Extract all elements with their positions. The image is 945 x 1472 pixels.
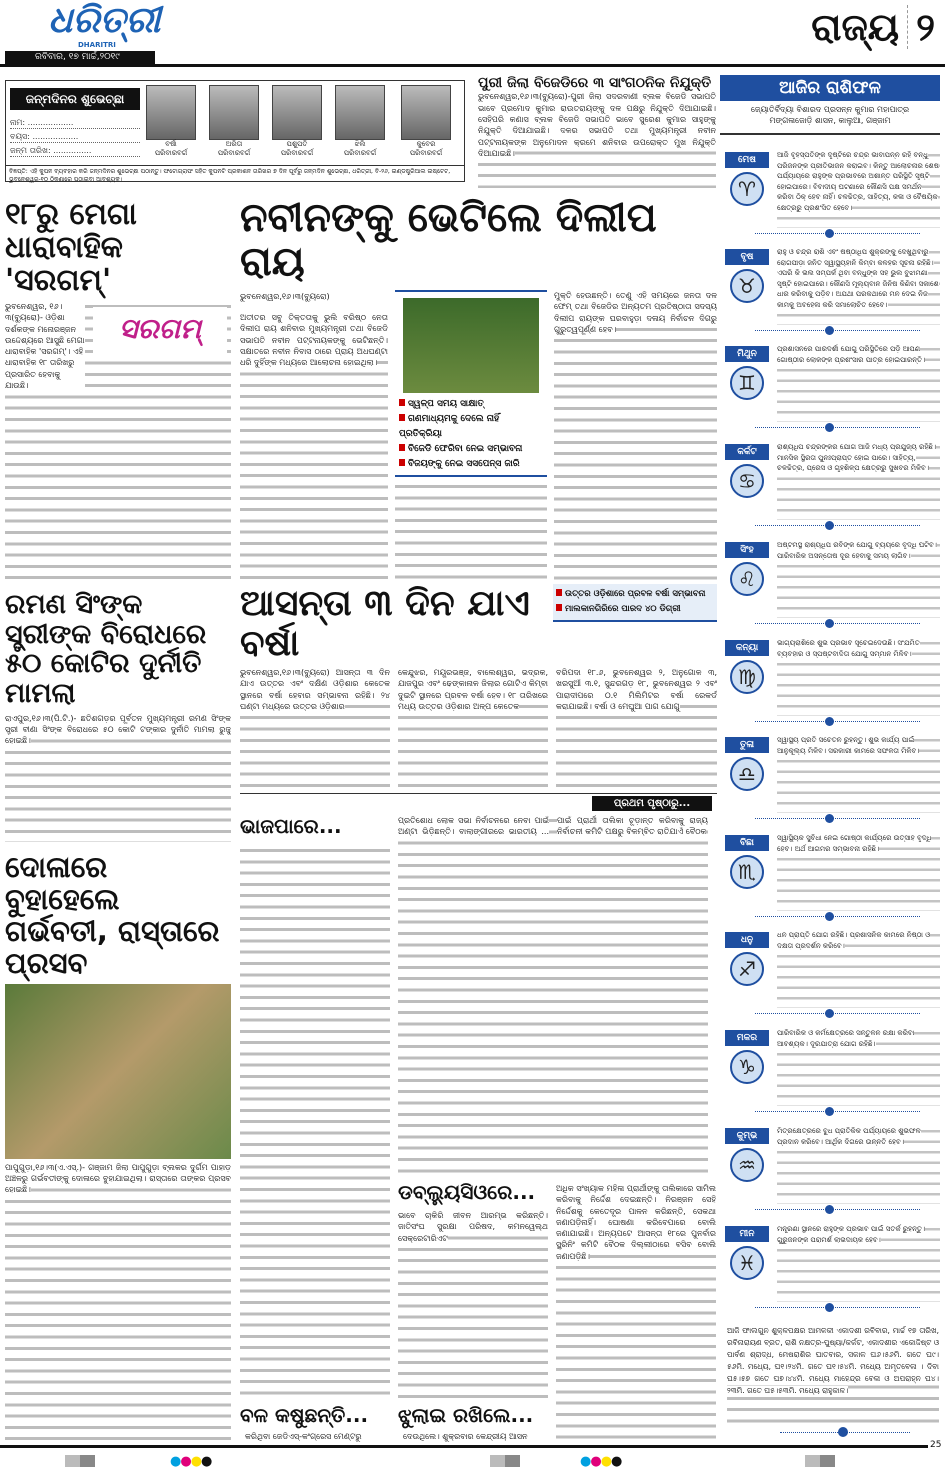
rain-headline: ଆସନ୍ତା ୩ ଦିନ ଯାଏ ବର୍ଷା (240, 583, 530, 664)
zodiac-prediction-text: ଭାଗ୍ୟରାଶିରେ ଶୁଭ ପ୍ରଭାବ ସୂଚେଇଦେଉଛି। ସଂଯମିତ ବ୍ୟବହାର ଓ ସ୍ପଷ୍ଟବାଦିତା ଯୋଗୁ ସମ୍ମାନ ମିଳିବ। (777, 639, 920, 658)
zodiac-sign-block (725, 1026, 940, 1118)
person-name: ଅରିତା (225, 140, 243, 148)
sargam-body-area (5, 297, 231, 583)
section-header (811, 5, 935, 49)
zodiac-prediction (777, 247, 940, 325)
zodiac-prediction-text: ରାଶ୍ୟଧିପ ଚନ୍ଦ୍ରଙ୍କର ଯୋଗ ଆଜି ମଧ୍ୟ ପ୍ରଯୁଜ୍ୟ ରହିଛି। ମାନସିକ ସ୍ଥିରତା ପୁନଃପ୍ରାପ୍ତ ହୋଇ ପାରେ। ସାହିତ୍ୟ, ଚଳଚ୍ଚିତ୍ର, ପ୍ରେସ ଓ ଗୃହଶିଳ୍ପ କ୍ଷେତ୍ରରୁ ସୁଖବର ମିଳିବ। (777, 443, 936, 472)
right-cont-body (556, 1183, 716, 1441)
bjp-cont-title: ଭାଜପାରେ... (240, 814, 342, 838)
zodiac-prediction (777, 344, 940, 422)
divider (755, 818, 920, 819)
divider (755, 330, 920, 331)
divider (755, 1111, 920, 1112)
registration-mark (490, 1455, 520, 1467)
person-photo (335, 85, 385, 140)
zodiac-symbol-icon: ♊ (730, 366, 764, 400)
divider (755, 233, 920, 234)
astrologer-name: ଜ୍ୟୋତିର୍ବିଦ୍ୟା ବିଶାରଦ ପ୍ରସନ୍ନ କୁମାର ମହାପାତ୍ର (750, 105, 910, 114)
zodiac-prediction-text: ପ୍ରଶାସନରେ ପାରଦର୍ଶୀ ଯୋଗୁ ପରିସ୍ଥିତିରେ ପଡ଼ି ଆପଣ ଗୋଷ୍ଠୀର ଲୋକଙ୍କ ପ୍ରଶଂସାର ପାତ୍ର ହୋଇପାରନ୍ତି। (777, 345, 926, 364)
divider (755, 1307, 920, 1308)
jhula-cont-text: ଦେଉଥିଲେ। ଶୁକ୍ରବାର କେନ୍ଦ୍ରୀୟ ଆସନ (403, 1432, 528, 1441)
jhula-cont-title: ଝୁଲାଇ ରଖିଲେ... (398, 1403, 534, 1427)
main-col1 (240, 312, 388, 582)
zodiac-sign-block (725, 538, 940, 630)
divider (755, 525, 920, 526)
divider-dot-icon (825, 1303, 834, 1312)
divider (720, 133, 940, 135)
zodiac-sign-block (725, 733, 940, 825)
divider (755, 427, 920, 428)
newspaper-logo: ଧରିତ୍ରୀ (48, 0, 161, 41)
header-rule (0, 64, 945, 67)
zodiac-prediction (777, 638, 940, 716)
person-name: ଝିଲି (354, 140, 366, 148)
raman-headline: ରମଣ ସିଂଙ୍କ ସ୍ତ୍ରୀଙ୍କ ବିରୋଧରେ ୫୦ କୋଟିର ଦୁର୍ନୀତି ମାମଲା (5, 589, 207, 710)
zodiac-prediction-text: ସ୍ୱାସ୍ଥ୍ୟ ପ୍ରତି ସଚେତନ ରୁହନ୍ତୁ। ଶୁଭ କାର୍ଯ୍ୟ ପାଇଁ ଆନୁକୂଲ୍ୟ ମିଳିବ। ସରକାରୀ କାମରେ ସଫଳତା ମିଳିବ। (777, 736, 920, 755)
puri-story (478, 76, 716, 188)
astrologer-address: ମଙ୍ଗଳାଜୋଡ଼ି ଶାସନ, କାଲୁଆ, ଗଞ୍ଜାମ (769, 116, 891, 125)
newspaper-logo-english: DHARITRI (78, 41, 116, 49)
zodiac-symbol-icon: ♌ (730, 562, 764, 596)
main-middle (395, 290, 547, 582)
zodiac-prediction-text: ଅଷ୍ଟମସ୍ଥ ରାଶ୍ୟଧିପ ରବିଙ୍କ ଯୋଗୁ ବ୍ୟୟରେ ବୃଦ୍ଧି ଘଟିବ। ପାରିବାରିକ ଅସନ୍ତୋଷ ଦୂର ହେବାକୁ ସମୟ ଲାଗିବ। (777, 541, 937, 560)
birthday-title: ଜନ୍ମଦିନର ଶୁଭେଚ୍ଛା (10, 88, 140, 110)
main-col1b (395, 481, 547, 582)
zodiac-prediction-text: ରାହୁ ଓ ଚନ୍ଦ୍ର ରାଶି ଏବଂ ଷଷ୍ଠାଧିପ ଶୁକ୍ରଙ୍କୁ ଦେଖୁଥିବାରୁ ରୋଗପୀଡ଼ା ଜନିତ ସ୍ୱାସ୍ଥ୍ୟହାନି କିମ୍ବା କଳହର ସୂଚନା ରହିଛି। ଏପରି କି ଭଲ ସମ୍ପର୍କ ଥିବା ବନ୍ଧୁଙ୍କ ସହ ଭୁଲ ବୁଝାମଣା ସୃଷ୍ଟି ହୋଇପାରେ। କୌଣସି ମୂଲ୍ୟବାନ ଜିନିଷ କିଣିବା ସକାଶେ ଧାର କରିବାକୁ ପଡ଼ିବ। ଅଯଥା ପରକଥାରେ ମନ ଦେଇ ନିଜ କାମକୁ ଅବହେଳା କରି ସମାଲୋଚିତ ହେବେ। (777, 248, 939, 309)
zodiac-symbol-icon: ♑ (730, 1050, 764, 1084)
name-field: ନାମ: .................. (10, 117, 140, 129)
birthday-person (209, 85, 259, 158)
zodiac-label: କନ୍ୟା (725, 640, 769, 656)
bullet-text: ବିଜୟଙ୍କୁ ନେଇ ସସପେନ୍ସ ଜାରି (408, 459, 520, 469)
divider-dot-icon (825, 814, 834, 823)
zodiac-prediction-text: ସ୍ୱାସ୍ଥ୍ୟିକ ସୁବିଧା ନେଇ ଗୋଷ୍ଠୀ କାର୍ଯ୍ୟରେ ଉତ୍ସାହ ବୃଦ୍ଧି ହେବ। ଅର୍ଥ ଆଗମର ସମ୍ଭାବନା ରହିଛି। (777, 834, 932, 853)
divider-dot-icon (825, 717, 834, 726)
dola-photo (5, 984, 231, 1159)
birthday-person (335, 85, 385, 158)
bjp-cont-text: ପ୍ରତିଶୋଧ ଲୋକ ସଭା ନିର୍ବାଚନରେ ନେବା ପାଇଁ ଅଣ୍ଟା ଭିଡ଼ିଛନ୍ତି। ବାଲାଙ୍ଗୀରରେ ଭାରତୀୟ ... ପାଇଁ ପ୍ରାର୍ଥୀ ତାଲିକା ଚୂଡ଼ାନ୍ତ କରିବାକୁ ରାଜ୍ୟ ନିର୍ବାଚନୀ କମିଟି ପକ୍ଷରୁ ବିଳମ୍ବିତ ରାତିଯାଏଁ ବୈଠକ (398, 816, 708, 837)
zodiac-label: ଧନୁ (725, 932, 769, 948)
wco-cont-text: ଭାବେ ଚାକିରି ଜୀବନ ଆରମ୍ଭ କରିଛନ୍ତି। ଜାତିସଂଘ ସୁରକ୍ଷା ପରିଷଦ, କମନୱେଲ୍ଥ ସେକ୍ରେଟାରିଏଟ (398, 1211, 548, 1243)
rain-col3 (556, 667, 717, 789)
rain-col2-text: କେନ୍ଦୁଝର, ମୟୂରଭଞ୍ଜ, ବାଲେଶ୍ୱର, ଭଦ୍ରକ, ଯାଜପୁର ଏବଂ ଢେଙ୍କାନାଳ ଜିଲାର ଗୋଟିଏ କିମ୍ବା ଦୁଇଟି ସ୍ଥାନରେ ପ୍ରବଳ ବର୍ଷା ହେବ। ୧୮ ତାରିଖରେ ମଧ୍ୟ ଉତ୍ତର ଓଡ଼ିଶାର ଅଳ୍ପ କେତେକ (398, 668, 548, 712)
registration-mark (805, 1455, 835, 1467)
raman-body-text: ରାଏପୁର,୧୬।୩(ପି.ଟି.)- ଛତିଶଗଡ଼ର ପୂର୍ବତନ ମୁଖ୍ୟମନ୍ତ୍ରୀ ରମଣ ସିଂଙ୍କ ସ୍ତ୍ରୀ ବୀଣା ସିଂଙ୍କ ବିରୋଧରେ ୫୦ କୋଟି ଟଙ୍କାର ଦୁର୍ନୀତି ମାମଲା ରୁଜୁ ହୋଇଛି। (5, 713, 231, 746)
page-number: 25 (930, 1440, 942, 1450)
person-photo (146, 85, 196, 140)
divider-dot-icon (825, 1205, 834, 1214)
rain-col1-text: ଭୁବନେଶ୍ୱର,୧୬।୩(ବ୍ୟୁରୋ) ଆସନ୍ତା ୩ ଦିନ ଯାଏ ଉତ୍ତର ଏବଂ ଦକ୍ଷିଣ ଓଡ଼ିଶାର କେତେକ ସ୍ଥାନରେ ବର୍ଷା ହେବାର ସମ୍ଭାବନା ରହିଛି। ୨୪ ଘଣ୍ଟା ମଧ୍ୟରେ ଉତ୍ତର ଓଡ଼ିଶାର (240, 668, 390, 712)
registration-mark (65, 1455, 95, 1467)
dob-field: ଜନ୍ମ ତାରିଖ: ............... (10, 145, 140, 157)
bullet-text: ବିଜେଡି ଫେରିବା ନେଇ ସମ୍ଭାବନା (408, 444, 523, 454)
zodiac-label: ବୃଷ (725, 249, 769, 265)
bullet-text: ଗଣମାଧ୍ୟମକୁ ଦେଲେ ନାହିଁ ପ୍ରତିକ୍ରିୟା (399, 414, 500, 439)
zodiac-prediction-text: ମିତ୍ରକ୍ଷେତ୍ରରେ ବୁଧ ପ୍ରାତିକିକ ପର୍ଯ୍ୟାୟରେ ଶୁଭଫଳ ପ୍ରଦାନ କରିବେ। ଆର୍ଥିକ ଦିଗରେ ଉନ୍ନତି ହେବ। (777, 1127, 921, 1146)
zodiac-symbol-icon: ♍ (730, 660, 764, 694)
zodiac-label: ମେଷ (725, 152, 769, 168)
zodiac-label: ମକର (725, 1030, 769, 1046)
person-from: ପରିବାରବର୍ଗ (154, 149, 188, 157)
person-name: ପଶୁପତି (286, 140, 308, 148)
zodiac-symbol-icon: ♏ (730, 855, 764, 889)
bullet-item (399, 397, 543, 412)
issue-date: ରବିବାର, ୧୭ ମାର୍ଚ୍ଚ,୨୦୧୯ (5, 51, 155, 64)
birthday-person (401, 85, 451, 158)
zodiac-prediction (777, 735, 940, 813)
cmyk-mark: ●●●● (580, 1454, 622, 1469)
rain-story (240, 584, 717, 789)
bullet-text: ସ୍ୱଳ୍ପ ସମୟ ସାକ୍ଷାତ୍ (408, 399, 484, 409)
zodiac-sign-block (725, 440, 940, 532)
bullet-item (556, 602, 714, 617)
birthday-wishes-box (5, 80, 465, 182)
zodiac-symbol-icon: ♋ (730, 464, 764, 498)
rashifal-byline (720, 104, 940, 126)
zodiac-prediction (777, 540, 940, 618)
birthday-person (272, 85, 322, 158)
main-col1-text: ଅତୀତର ସବୁ ତିକ୍ତତାକୁ ଭୁଲି ବରିଷ୍ଠ ନେତା ଦିଲୀପ ରାୟ ଶନିବାର ମୁଖ୍ୟମନ୍ତ୍ରୀ ତଥା ବିଜେଡି ସଭାପତି ନବୀନ ପଟ୍ଟନାୟକଙ୍କୁ ଭେଟିଛନ୍ତି। ସକ୍ଷାତରେ ନବୀନ ନିବାସ ଠାରେ ପ୍ରାୟ ଅଧଘଣ୍ଟା ଧରି ଦୁହିଁଙ୍କ ମଧ୍ୟରେ ଆଲୋଚନା ହୋଇଥିଲା। (240, 313, 388, 368)
divider-dot-icon (825, 1107, 834, 1116)
dilip-ray-photo (403, 298, 539, 393)
zodiac-label: କୁମ୍ଭ (725, 1128, 769, 1144)
rain-top (240, 584, 717, 663)
zodiac-sign-block (725, 1222, 940, 1314)
birthday-note: ବିଜ୍ଞପ୍ତି: ଏହି କୁପନ ବ୍ୟବହାର କରି ଜନ୍ମଦିନର ଶୁଭେଚ୍ଛା ପଠାନ୍ତୁ। ଫଟୋଗ୍ରାଫ ସହିତ କୁପନଟି ପ୍ରକାଶନ ତାରିଖର ୭ ଦିନ ପୂର୍ବରୁ ଜନ୍ମଦିନ ଶୁଭେଚ୍ଛା, ଧରିତ୍ରୀ, ବି-୨୬, ଇଣ୍ଡଷ୍ଟ୍ରିଆଲ ଇଷ୍ଟେଟ, ଭୁବନେଶ୍ୱର-୧୦ ଠିକଣାରେ ପଠାଇବା ଆବଶ୍ୟକ। (6, 165, 464, 186)
rain-bullets (553, 584, 717, 622)
divider-dot-icon (825, 912, 834, 921)
divider-dot-icon (825, 423, 834, 432)
divider (755, 721, 920, 722)
bjp-cont-body (398, 815, 708, 1177)
zodiac-label: ତୁଳା (725, 737, 769, 753)
divider-dot-icon (825, 619, 834, 628)
divider (755, 916, 920, 917)
divider-dot-icon (838, 1427, 848, 1437)
person-from: ପରିବାରବର୍ଗ (280, 149, 314, 157)
dola-body (5, 1162, 231, 1444)
divider-dot-icon (825, 521, 834, 530)
zodiac-symbol-icon: ♓ (730, 1246, 764, 1280)
cmyk-mark: ●●●● (170, 1454, 212, 1469)
zodiac-prediction (777, 442, 940, 520)
zodiac-prediction (777, 1126, 940, 1204)
right-cont-text: ଅଧିକ ସଂଖ୍ୟାକ ମହିଳା ପ୍ରାର୍ଥୀଙ୍କୁ ତାଲିକାରେ ସାମିଲ କରିବାକୁ ନିର୍ଦ୍ଦେଶ ଦେଇଛନ୍ତି। ନିରଞ୍ଜନ ସେହି ନିର୍ଦ୍ଦେଶକୁ କେତେଦୂର ପାଳନ କରିଛନ୍ତି, ସେକଥା ଜଣାପଡ଼ିନାହିଁ। ଘୋଷଣା କରିବେପାରେ ବୋଲି ଜଣାଯାଇଛି। ଅନ୍ୟପଟେ ଆସନ୍ତା ୧୮ରେ ପୁନର୍ବାର ସ୍କ୍ରିନିଂ କମିଟି ବୈଠକ ଦିଲ୍ଲୀଠାରେ ବସିବ ବୋଲି ଜଣାପଡ଼ିଛି। (556, 1184, 716, 1261)
rain-col2 (398, 667, 548, 789)
sargam-story (5, 198, 231, 583)
divider (755, 1013, 920, 1014)
main-col1-wrap (240, 290, 388, 582)
dola-headline: ଦୋଳାରେ ବୁହାହେଲେ ଗର୍ଭବତୀ, ରାସ୍ତାରେ ପ୍ରସବ (5, 850, 220, 980)
bullet-text: ମାଲକାନଗିରିରେ ପାରଦ ୪୦ ଡିଗ୍ରୀ (565, 604, 681, 614)
section-title: ରାଜ୍ୟ (811, 5, 900, 49)
raman-story (5, 590, 231, 842)
person-from: ପରିବାରବର୍ଗ (217, 149, 251, 157)
raman-body (5, 713, 231, 842)
main-dateline: ଭୁବନେଶ୍ୱର,୧୬।୩(ବ୍ୟୁରୋ) (240, 292, 330, 301)
person-photo (209, 85, 259, 140)
puri-headline: ପୁରୀ ଜିଲା ବିଜେଡିରେ ୩ ସାଂଗଠନିକ ନିଯୁକ୍ତି (478, 75, 712, 91)
zodiac-label: ବିଛା (725, 835, 769, 851)
zodiac-sign-block (725, 148, 940, 240)
puri-body (478, 91, 716, 188)
zodiac-label: କର୍କଟ (725, 444, 769, 460)
continued-banner: ପ୍ରଥମ ପୃଷ୍ଠାରୁ... (592, 796, 712, 811)
bjp-cont-col1 (240, 845, 390, 1400)
zodiac-sign-block (725, 928, 940, 1020)
bala-cont-text: କରିଥିବା ଜେଡିଏସ୍-କଂଗ୍ରେସ ମେଣ୍ଟରୁ (245, 1432, 362, 1441)
sargam-headline: ୧୮ରୁ ମେଗା ଧାରାବାହିକ 'ସରଗମ୍' (5, 197, 137, 298)
zodiac-sign-block (725, 342, 940, 434)
rain-col1 (240, 667, 390, 789)
panchang (727, 1325, 939, 1425)
bullet-text: ଉତ୍ତର ଓଡ଼ିଶାରେ ପ୍ରବଳ ବର୍ଷା ସମ୍ଭାବନା (565, 589, 706, 599)
rain-col3-text: ବରିପଦା ୧୮.୬, ଭୁବନେଶ୍ୱର ୨, ଅନୁଗୋଳ ୩, ଖରସୁଆଁ ୩.୧, ସୁନ୍ଦରଗଡ଼ ୧୮, ଭୁବନେଶ୍ୱର ୨ ଏବଂ ପାରାଦୀପରେ ୦.୧ ମିଲିମିଟର ବର୍ଷା ରେକର୍ଡ କରାଯାଇଛି। ବର୍ଷା ଓ ମେଘୁଆ ପାଗ ଯୋଗୁ (556, 668, 717, 712)
dola-body-text: ପାପୁଗୁଡ଼ା,୧୬।୩(ଏ.ଏସ୍.)- ଗଞ୍ଜାମ ଜିଲା ପାପୁଗୁଡ଼ା ବ୍ଲକର ଦୁର୍ଗମ ପାହାଡ଼ ଅଞ୍ଚଳରୁ ଗର୍ଭବତୀଙ୍କୁ ଦୋଳାରେ ବୁହାଯାଇଥିଲା। ରାସ୍ତାରେ ତାଙ୍କର ପ୍ରସବ ହୋଇଛି। (5, 1162, 231, 1195)
main-columns (240, 290, 717, 582)
age-field: ବୟସ: .................. (10, 131, 140, 143)
main-col2-text: ମୁକ୍ତି ହେଉଛନ୍ତି। ତେଣୁ ଏହି ସମୟରେ ଜନତା ଦଳ ଫେମ୍ ତଥା ବିଜେଡିର ଅନ୍ୟତମ ପ୍ରତିଷ୍ଠାତା ସଦସ୍ୟ ଦିଲୀପ ରାୟଙ୍କ ଘରବାହୁଡ଼ା ଦଳାୟ ନିର୍ବାଚନ ଦିଗରୁ ଗୁରୁତ୍ୱପୂର୍ଣ୍ଣ ହେବ। (554, 291, 717, 334)
person-photo (272, 85, 322, 140)
divider-dot-icon (825, 326, 834, 335)
divider (240, 793, 717, 794)
zodiac-symbol-icon: ♒ (730, 1148, 764, 1182)
dola-story (5, 852, 231, 1444)
sargam-logo: ସରଗମ୍ (93, 307, 227, 355)
zodiac-symbol-icon: ♐ (730, 952, 764, 986)
zodiac-prediction-text: ପାରିବାରିକ ଓ କର୍ମକ୍ଷେତ୍ରରେ ସନ୍ତୁଳନ ରକ୍ଷା କରିବା ଆବଶ୍ୟକ। ଦୂରଯାତ୍ରା ଯୋଗ ରହିଛି। (777, 1029, 915, 1048)
main-headline: ନବୀନଙ୍କୁ ଭେଟିଲେ ଦିଲୀପ ରାୟ (240, 195, 657, 285)
rain-columns (240, 667, 717, 789)
bullet-item (399, 442, 543, 457)
main-photo-box (395, 290, 547, 477)
zodiac-symbol-icon: ♉ (730, 269, 764, 303)
birthday-person (146, 85, 196, 158)
zodiac-label: ମୀନ (725, 1226, 769, 1242)
bullet-item (556, 587, 714, 602)
person-name: ବର୍ଷା (165, 140, 177, 148)
bullet-item (399, 457, 543, 472)
main-col2 (554, 290, 717, 582)
zodiac-prediction (777, 930, 940, 1008)
zodiac-sign-block (725, 831, 940, 923)
zodiac-prediction (777, 833, 940, 911)
bala-cont-title: ବଳ କଷୁଛନ୍ତି... (240, 1403, 369, 1427)
wco-cont-title: ଡବ୍ଲ୍ୟୁସିଓରେ... (398, 1180, 536, 1204)
page-number-odia: ୨ (907, 5, 935, 49)
zodiac-prediction-text: ମନ୍ତ୍ରଣା ସ୍ଥାନରେ ରାହୁଙ୍କ ପ୍ରଭାବ ପାଇଁ ସତର୍କ ରୁହନ୍ତୁ। ଗୁରୁଜନଙ୍କ ପରାମର୍ଶ ଲାଭଦାୟକ ହେବ। (777, 1225, 926, 1244)
person-name: କୁବେର (416, 140, 436, 148)
divider (755, 623, 920, 624)
panchang-text: ଆଜି ଫାଲଗୁନ ଶୁକ୍ଳପକ୍ଷର ଆମଳକୀ ଏକାଦଶୀ ରବିବାର, ମାର୍ଚ୍ଚ ୧୭ ତାରିଖ, ରବିନାରାୟଣ ବ୍ରତ, ରାଶି ନକ୍ଷତ୍ର-ପୁଷ୍ୟା/କର୍କଟ, ଏକାଦଶୀର ଏକୋଦ୍ଦିଷ୍ଟ ଓ ପାର୍ବଣ ଶ୍ରାଦ୍ଧ, ମେଷରାଶିର ଘାତବାର, ସକାଳ ଘ୬।୫୬ମି. ଗତେ ଘ୯।୫୬ମି. ମଧ୍ୟେ, ଘ୧।୨୪ମି. ଗତେ ଘ୧।୫୪ମି. ମଧ୍ୟେ ଅମୃତବେଳା । ଦିବା ଘ୫।୫୭ ଗତେ ଘ୭।୪୪ମି. ମଧ୍ୟେ ମାହେନ୍ଦ୍ର ବେଳା ଓ ଅପରାହ୍ନ ଘ୪।୨୩ମି. ଗତେ ଘ୫।୫୩ମି. ମଧ୍ୟେ ରାହୁକାଳ। (727, 1326, 939, 1395)
sargam-body-text: ଭୁବନେଶ୍ୱର, ୧୬।୩(ବ୍ୟୁରୋ)- ଓଡ଼ିଶା ଦର୍ଶକଙ୍କ ମନୋରଞ୍ଜନ ଉଦ୍ଦେଶ୍ୟରେ ଆସୁଛି ମେଗା ଧାରାବାହିକ 'ସରଗମ୍'। ଏହି ଧାରାବାହିକ ୧୮ ତାରିଖରୁ ପ୍ରସାରିତ ହେବାକୁ ଯାଉଛି। (5, 302, 85, 391)
zodiac-sign-block (725, 245, 940, 337)
zodiac-prediction-text: ଧନ ପ୍ରାପ୍ତି ଯୋଗ ରହିଛି। ପ୍ରଶାସନିକ କାମରେ ନିଷ୍ଠା ଓ ଦକ୍ଷତା ପ୍ରଦର୍ଶନ କରିବେ। (777, 931, 931, 950)
zodiac-label: ମିଥୁନ (725, 346, 769, 362)
zodiac-symbol-icon: ♈ (730, 172, 764, 206)
divider-dot-icon (825, 1009, 834, 1018)
zodiac-prediction-text: ଆଜି ବୃହସ୍ପତିଙ୍କ ଦୃଷ୍ଟିରେ ଚନ୍ଦ୍ର ଭାବାପନ୍ନ ରହି ବନ୍ଧୁ ପରିଜନଙ୍କ ପ୍ରୀତିଭାଜନ କରାଇବ। କିନ୍ତୁ ଆଲୋଚନାର ଶେଷ ପର୍ଯ୍ୟାୟରେ ରାହୁଙ୍କ ପ୍ରଭାବରେ ଅଶାନ୍ତ ପରିସ୍ଥିତି ସୃଷ୍ଟି ହୋଇପାରେ। ବିବାଦୀୟ ଘଟଣାରେ କୌଣସି ପକ୍ଷ ସମର୍ଥନ କରିବା ଠିକ୍ ହେବ ନାହିଁ। ଚଳଚ୍ଚିତ୍ର, ସାହିତ୍ୟ, କଳା ଓ ବୈଷୟିକ କ୍ଷେତ୍ରରୁ ପ୍ରଶଂସିତ ହେବେ। (777, 151, 939, 212)
divider (755, 1209, 920, 1210)
zodiac-label: ସିଂହ (725, 542, 769, 558)
footer-rule (0, 1445, 928, 1448)
main-story (240, 196, 717, 582)
divider-dot-icon (825, 229, 834, 238)
zodiac-prediction (777, 1028, 940, 1106)
person-from: ପରିବାରବର୍ଗ (409, 149, 443, 157)
zodiac-prediction (777, 1224, 940, 1302)
zodiac-symbol-icon: ♎ (730, 757, 764, 791)
person-from: ପରିବାରବର୍ଗ (343, 149, 377, 157)
zodiac-sign-block (725, 1124, 940, 1216)
zodiac-prediction (777, 150, 940, 228)
person-photo (401, 85, 451, 140)
rashifal-title: ଆଜିର ରାଶିଫଳ (720, 75, 940, 101)
puri-body-text: ଭୁବନେଶ୍ୱର,୧୬।୩(ବ୍ୟୁରୋ)-ପୁରୀ ଜିଲା ସଦରବାଣୀ ବ୍ଲକ ବିଜେଡି ସଭାପତି ଭାବେ ପ୍ରମୋଦ କୁମାର ରାଉତରାୟଙ୍କୁ ଦଳ ପକ୍ଷରୁ ନିଯୁକ୍ତି ଦିଆଯାଇଛି। ସେହିପରି କଣାସ ବ୍ଲକ ବିଜେଡି ସଭାପତି ଭାବେ ସୁରେଶ କୁମାର ସାହୁଙ୍କୁ ନିଯୁକ୍ତି ଦିଆଯାଇଛି। ଦଳର ସଭାପତି ତଥା ମୁଖ୍ୟମନ୍ତ୍ରୀ ନବୀନ ପଟ୍ଟନାୟକଙ୍କ ଅନୁମୋଦନ କ୍ରମେ ଶନିବାର ଉପରୋକ୍ତ ମୁଖ ନିଯୁକ୍ତି ଦିଆଯାଇଛି। (478, 92, 716, 158)
zodiac-sign-block (725, 636, 940, 728)
wco-cont-body (398, 1210, 548, 1400)
bullet-item (399, 412, 543, 442)
